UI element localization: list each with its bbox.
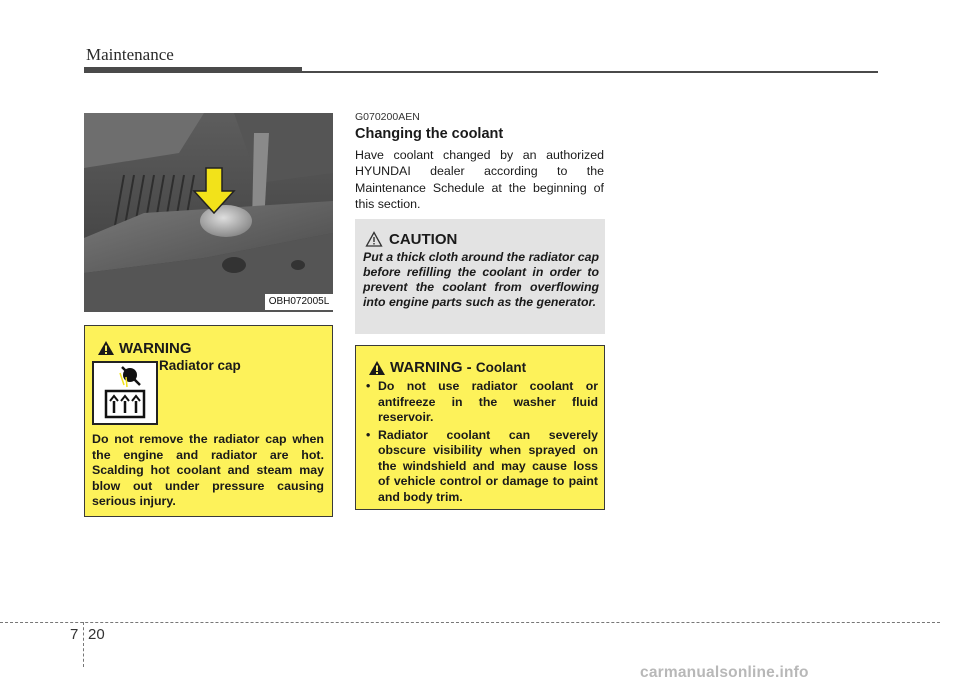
section-code: G070200AEN (355, 111, 420, 123)
section-title: Changing the coolant (355, 126, 504, 142)
warning-triangle-icon (368, 360, 386, 376)
watermark: carmanualsonline.info (640, 664, 809, 681)
header-rule-thin (300, 71, 878, 73)
caution-title: CAUTION (389, 231, 458, 248)
page-number: 20 (88, 626, 105, 643)
engine-photo (84, 113, 333, 312)
section-body: Have coolant changed by an authorized HYUNDAI dealer according to the Maintenance Schedule at the beginning of this section. (355, 148, 604, 212)
warning-radiator-cap-box (84, 325, 333, 517)
caution-text: Put a thick cloth around the radiator cap before refilling the coolant in order to prevent the coolant from overflowing into engine parts such as the generator. (363, 250, 599, 309)
warning-coolant-list (364, 379, 598, 507)
warning-coolant-title-sub: Coolant (475, 360, 527, 375)
warning-text: Do not remove the radiator cap when the engine and radiator are hot. Scalding hot coolant and steam may blow out under pressure causing serious injury. (92, 432, 324, 508)
warning-coolant-item: • Do not use radiator coolant or antifreeze in the washer fluid reservoir. (364, 379, 598, 426)
header-rule-thick (84, 67, 302, 73)
warning-coolant-title-main: WARNING - (390, 359, 476, 376)
warning-title: WARNING (119, 340, 192, 357)
warning-coolant-item: • Radiator coolant can severely obscure visibility when sprayed on the windshield and may cause loss of vehicle control or damage to paint and body trim. (364, 428, 598, 506)
warning-triangle-icon (97, 340, 115, 356)
warning-coolant-title (390, 359, 526, 376)
warning-subtitle: Radiator cap (159, 358, 241, 373)
hot-radiator-icon-box (92, 361, 158, 425)
caution-triangle-icon (365, 231, 383, 247)
hot-radiator-icon (94, 363, 156, 423)
footer-rule (0, 622, 940, 623)
footer-divider (83, 622, 84, 667)
photo-caption: OBH072005L (265, 294, 333, 310)
warning-coolant-box (355, 345, 605, 510)
caution-box (355, 219, 605, 334)
chapter-number: 7 (70, 626, 79, 643)
page-header-title: Maintenance (86, 45, 174, 64)
